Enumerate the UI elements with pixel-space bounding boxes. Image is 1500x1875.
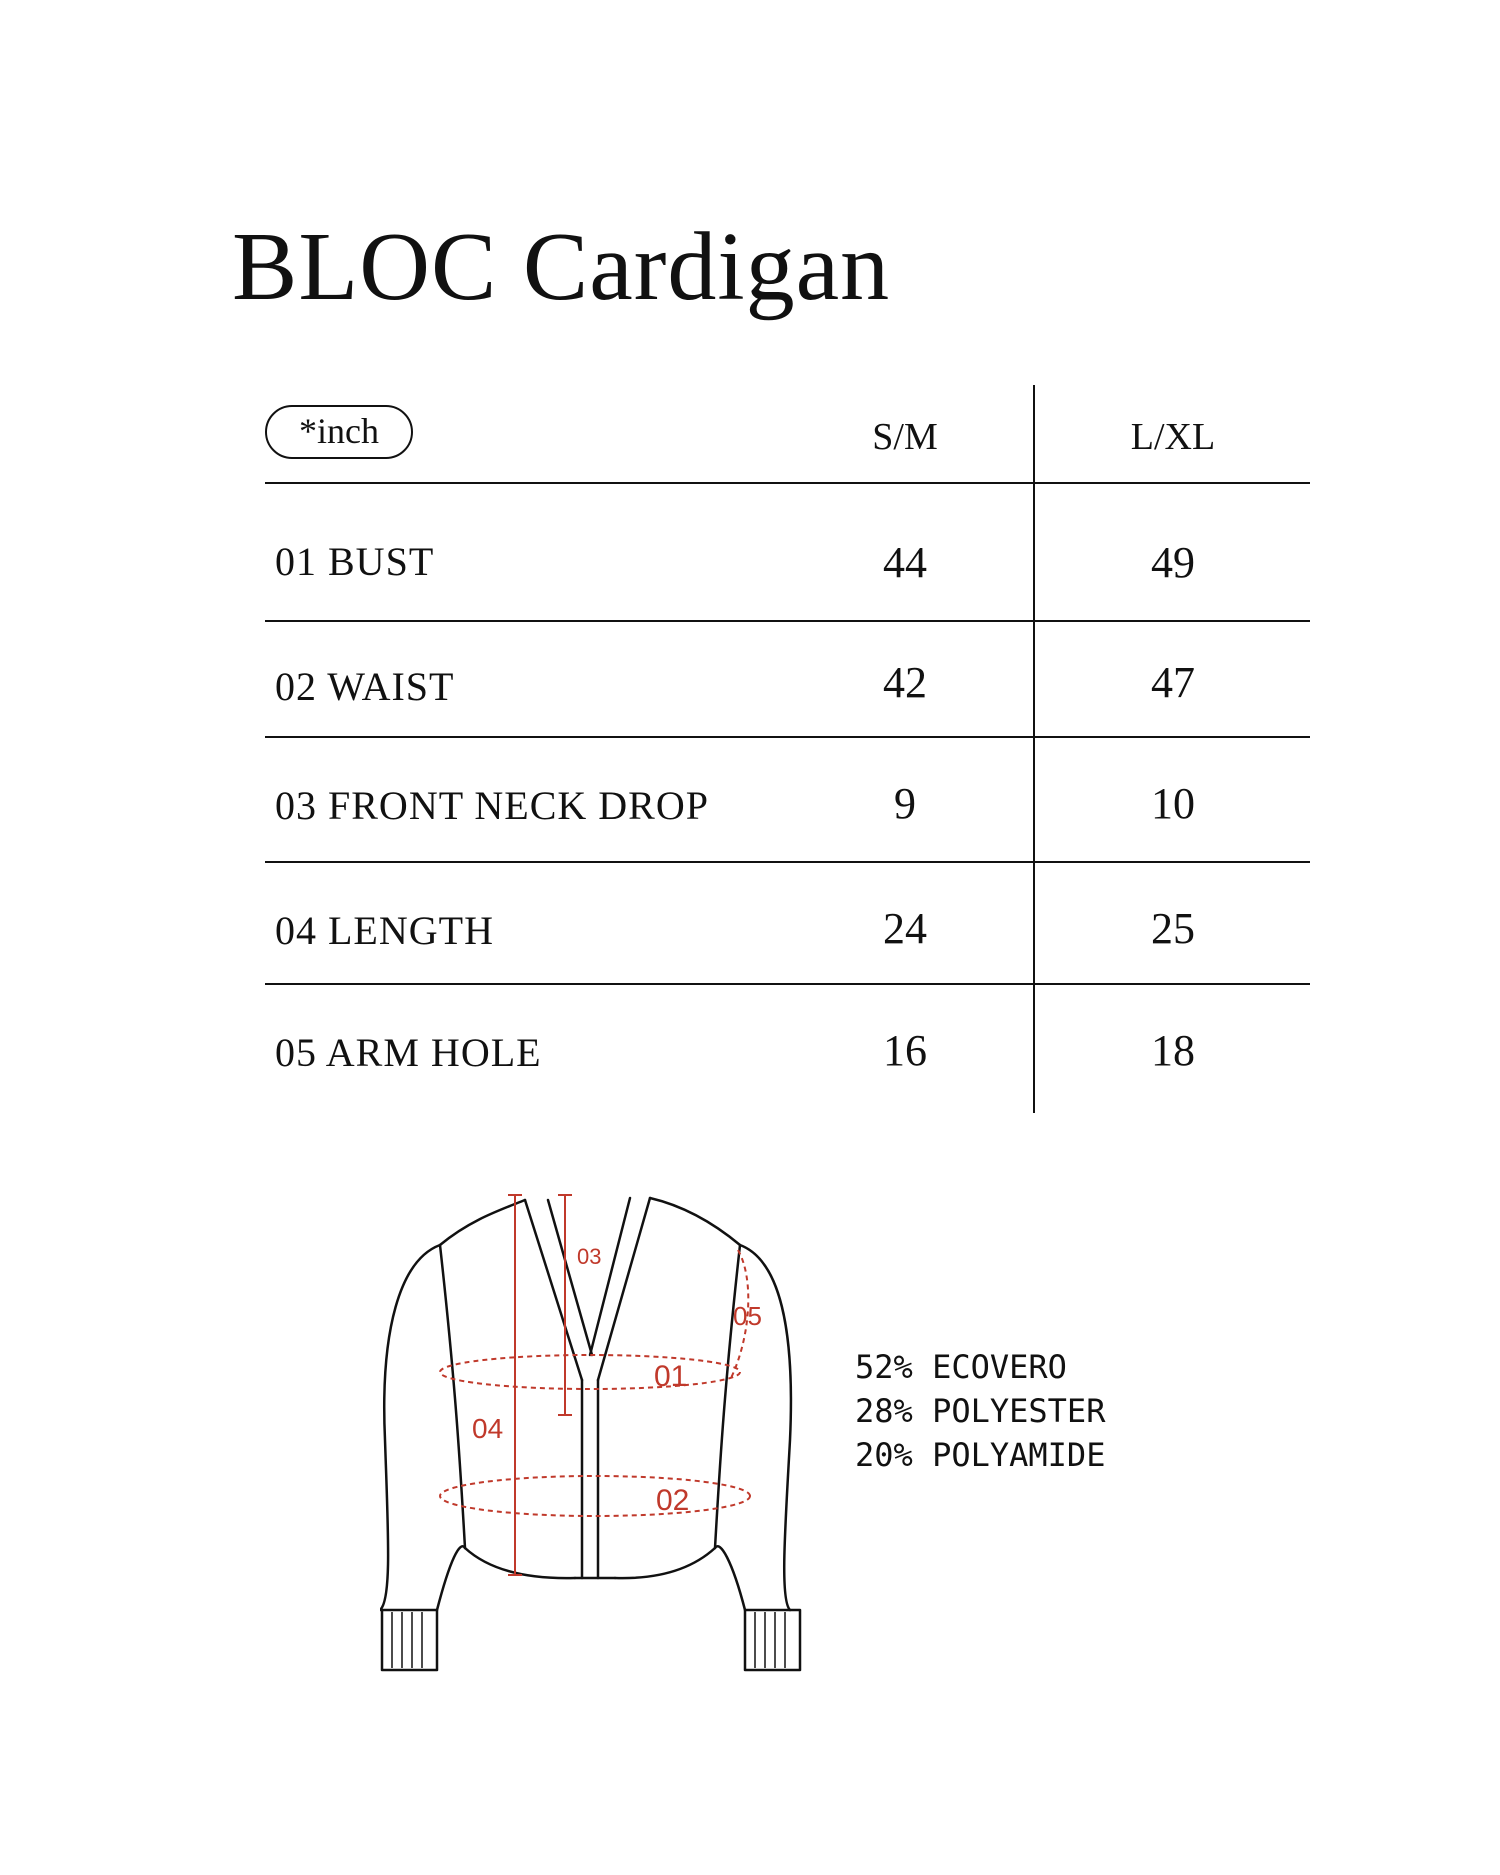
- product-title: BLOC Cardigan: [232, 213, 891, 321]
- value-bust-lxl: 49: [1151, 538, 1195, 587]
- column-divider: [1033, 385, 1035, 1113]
- row-divider: [265, 736, 1310, 738]
- row-label-length: 04 LENGTH: [275, 908, 494, 953]
- size-chart-table: [265, 385, 1310, 1113]
- fabric-line-polyamide: 20% POLYAMIDE: [855, 1436, 1106, 1474]
- row-divider: [265, 861, 1310, 863]
- size-header-sm: S/M: [872, 416, 938, 458]
- row-label-waist: 02 WAIST: [275, 664, 455, 709]
- value-front-neck-drop-sm: 9: [894, 779, 916, 828]
- row-label-bust: 01 BUST: [275, 539, 435, 584]
- marker-02: 02: [656, 1484, 690, 1517]
- fabric-line-polyester: 28% POLYESTER: [855, 1392, 1106, 1430]
- value-length-sm: 24: [883, 904, 927, 953]
- value-waist-sm: 42: [883, 658, 927, 707]
- value-length-lxl: 25: [1151, 904, 1195, 953]
- value-waist-lxl: 47: [1151, 658, 1195, 707]
- marker-03: 03: [577, 1244, 602, 1269]
- cardigan-diagram: [380, 1180, 820, 1720]
- row-divider: [265, 620, 1310, 622]
- row-label-front-neck-drop: 03 FRONT NECK DROP: [275, 783, 709, 828]
- value-arm-hole-sm: 16: [883, 1026, 927, 1075]
- header-divider: [265, 482, 1310, 484]
- marker-05: 05: [733, 1301, 762, 1331]
- value-arm-hole-lxl: 18: [1151, 1026, 1195, 1075]
- marker-01: 01: [654, 1360, 688, 1393]
- fabric-composition: [855, 1345, 1105, 1477]
- row-label-arm-hole: 05 ARM HOLE: [275, 1030, 542, 1075]
- value-bust-sm: 44: [883, 538, 927, 587]
- marker-04: 04: [472, 1413, 504, 1444]
- size-header-lxl: L/XL: [1130, 416, 1216, 458]
- unit-badge: *inch: [265, 405, 413, 459]
- value-front-neck-drop-lxl: 10: [1151, 779, 1195, 828]
- row-divider: [265, 983, 1310, 985]
- cuff-ribbing: [392, 1612, 785, 1668]
- fabric-line-ecovero: 52% ECOVERO: [855, 1348, 1067, 1386]
